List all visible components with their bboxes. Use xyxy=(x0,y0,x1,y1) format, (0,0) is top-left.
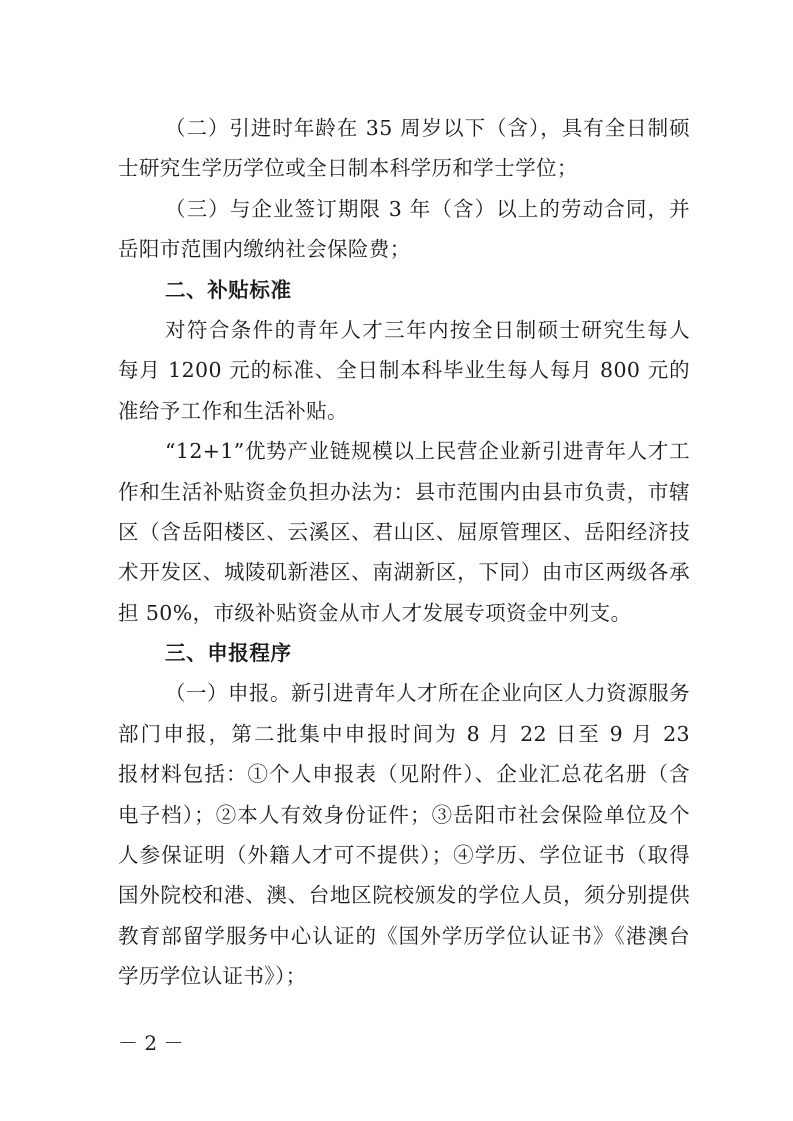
paragraph-subsidy-standard xyxy=(118,310,690,431)
paragraph-line: 准给予工作和生活补贴。 xyxy=(118,398,348,423)
paragraph-line: 区（含岳阳楼区、云溪区、君山区、屈原管理区、岳阳经济技 xyxy=(118,519,690,544)
paragraph-line: 人参保证明（外籍人才可不提供）；④学历、学位证书（取得 xyxy=(118,843,690,868)
paragraph-line: 报材料包括：①个人申报表（见附件）、企业汇总花名册（含 xyxy=(118,762,690,787)
section-heading-application-procedure: 三、申报程序 xyxy=(165,641,292,666)
paragraph-line: 部门申报，第二批集中申报时间为 8 月 22 日至 9 月 23 xyxy=(118,721,690,746)
paragraph-line: 岳阳市范围内缴纳社会保险费； xyxy=(118,237,411,262)
paragraph-condition-2 xyxy=(118,108,690,189)
paragraph-line: 术开发区、城陵矶新港区、南湖新区，下同）由市区两级各承 xyxy=(118,560,690,585)
paragraph-line: “12+1”优势产业链规模以上民营企业新引进青年人才工 xyxy=(165,439,690,464)
paragraph-line: 作和生活补贴资金负担办法为：县市范围内由县市负责，市辖 xyxy=(118,479,690,504)
paragraph-line: （一）申报。新引进青年人才所在企业向区人力资源服务 xyxy=(165,681,690,706)
paragraph-condition-3 xyxy=(118,189,690,270)
paragraph-line: 教育部留学服务中心认证的《国外学历学位认证书》《港澳台 xyxy=(118,923,690,948)
paragraph-application xyxy=(118,673,690,996)
paragraph-line: 电子档）；②本人有效身份证件；③岳阳市社会保险单位及个 xyxy=(118,802,690,827)
paragraph-line: 学历学位认证书》）； xyxy=(118,964,307,989)
paragraph-fund-sharing xyxy=(118,431,690,633)
paragraph-line: 每月 1200 元的标准、全日制本科毕业生每人每月 800 元的 xyxy=(118,358,690,383)
document-body xyxy=(118,108,690,997)
paragraph-line: 国外院校和港、澳、台地区院校颁发的学位人员，须分别提供 xyxy=(118,883,690,908)
paragraph-line: 士研究生学历学位或全日制本科学历和学士学位； xyxy=(118,156,578,181)
section-heading-subsidy-standard: 二、补贴标准 xyxy=(165,277,292,302)
paragraph-line: （二）引进时年龄在 35 周岁以下（含），具有全日制硕 xyxy=(165,116,690,140)
page-number: － 2 － xyxy=(118,1031,184,1055)
paragraph-line: （三）与企业签订期限 3 年（含）以上的劳动合同，并 xyxy=(165,196,690,221)
paragraph-line: 对符合条件的青年人才三年内按全日制硕士研究生每人 xyxy=(165,317,690,342)
paragraph-line: 担 50%，市级补贴资金从市人才发展专项资金中列支。 xyxy=(118,600,632,625)
